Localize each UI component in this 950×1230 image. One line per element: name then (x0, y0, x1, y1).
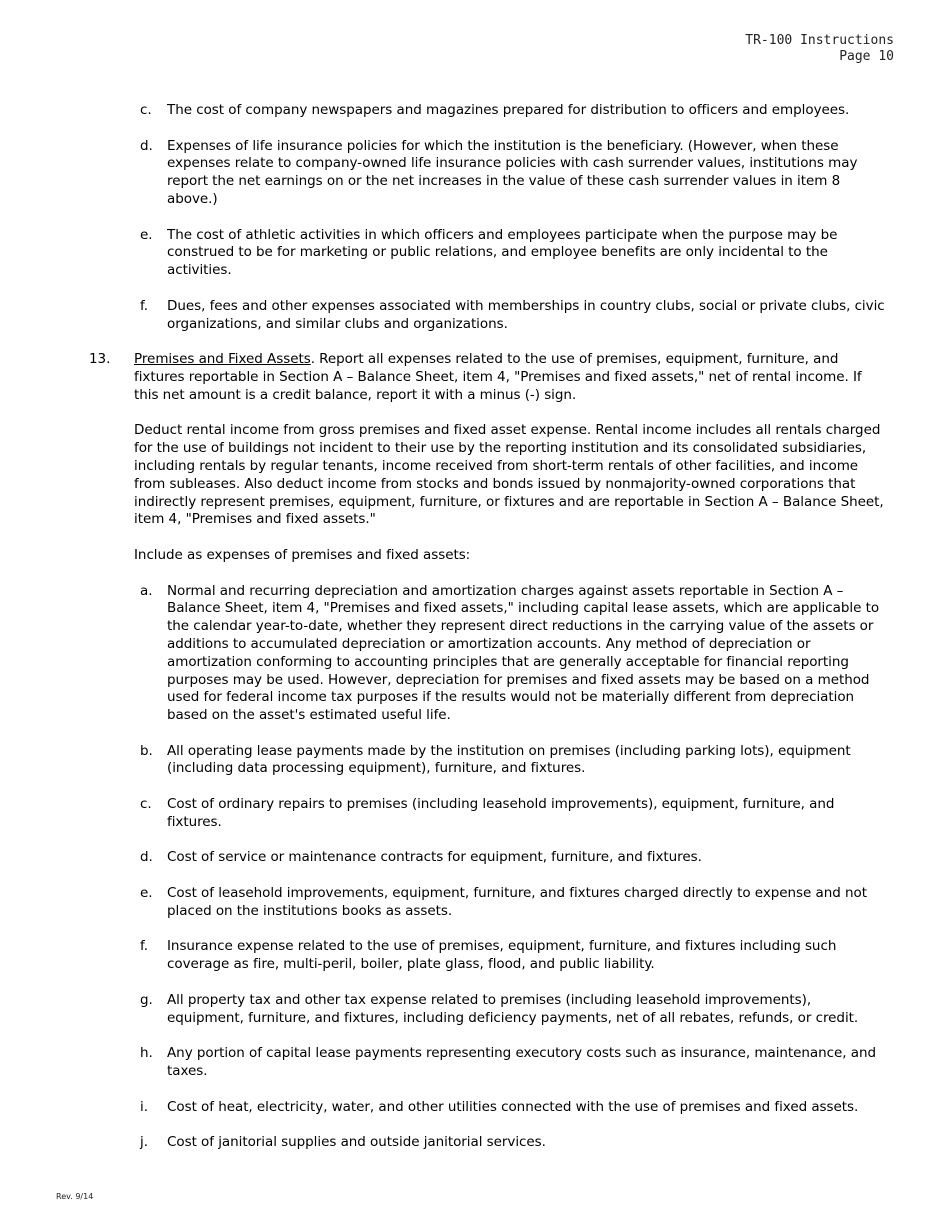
list-item (89, 849, 889, 867)
list-item (89, 885, 889, 921)
paragraph: Include as expenses of premises and fixed assets: (134, 546, 471, 563)
list-marker: d. (140, 849, 153, 866)
list-item (89, 743, 889, 779)
list-item (89, 1045, 889, 1081)
section-number: 13. (89, 351, 111, 368)
list-item (89, 992, 889, 1028)
revision-footer: Rev. 9/14 (56, 1192, 94, 1201)
list-text: All property tax and other tax expense related to premises (including leasehold improvements), equipment, furniture, and fixtures, including deficiency payments, net of all rebates, refunds, or credit. (167, 991, 859, 1026)
list-text: Cost of service or maintenance contracts for equipment, furniture, and fixtures. (167, 849, 702, 866)
paragraph: Deduct rental income from gross premises and fixed asset expense. Rental income includes all rentals charged for the use of buildings not incident to their use by the reporting institution and its consolidated subsidiaries, including rentals by regular tenants, income received from short-term rentals of other facilities, and income from subleases. Also deduct income from stocks and bonds issued by nonmajority-owned corporations that indirectly represent premises, equipment, furniture, or fixtures and are reportable in Section A – Balance Sheet, item 4, "Premises and fixed assets." (134, 422, 884, 528)
list-item (89, 102, 889, 120)
list-item (89, 298, 889, 334)
list-item (89, 138, 889, 209)
list-text: Cost of janitorial supplies and outside janitorial services. (167, 1134, 546, 1151)
list-text: The cost of company newspapers and magazines prepared for distribution to officers and employees. (167, 102, 850, 118)
list-item (89, 796, 889, 832)
list-marker: a. (140, 582, 153, 599)
list-item (89, 227, 889, 280)
list-item (89, 1099, 889, 1117)
list-text: Dues, fees and other expenses associated with memberships in country clubs, social or private clubs, civic organizations, and similar clubs and organizations. (167, 297, 885, 332)
list-text: The cost of athletic activities in which officers and employees participate when the purpose may be construed to be for marketing or public relations, and employee benefits are only incidental to the activities. (167, 226, 838, 279)
list-text: Cost of ordinary repairs to premises (including leasehold improvements), equipment, furniture, and fixtures. (167, 796, 835, 830)
section-heading: Premises and Fixed Assets (134, 351, 311, 368)
list-text: Expenses of life insurance policies for which the institution is the beneficiary. (However, when these expenses relate to company-owned life insurance policies with cash surrender values, institutions may report the net earnings on or the net increases in the value of these cash surrender values in item 8 above.) (167, 137, 858, 207)
page-number: Page 10 (839, 49, 894, 64)
list-text: Cost of heat, electricity, water, and other utilities connected with the use of premises and fixed assets. (167, 1098, 859, 1115)
section-intro: . Report all expenses related to the use of premises, equipment, furniture, and fixtures reportable in Section A – Balance Sheet, item 4, "Premises and fixed assets," net of rental income. If this net amount is a credit balance, report it with a minus (-) sign. (134, 351, 862, 403)
list-marker: d. (140, 137, 153, 154)
list-text: Cost of leasehold improvements, equipment, furniture, and fixtures charged directly to expense and not placed on the institutions books as assets. (167, 885, 867, 919)
list-marker: h. (140, 1045, 153, 1062)
list-text: Insurance expense related to the use of premises, equipment, furniture, and fixtures including such coverage as fire, multi-peril, boiler, plate glass, flood, and public liability. (167, 938, 837, 973)
list-marker: g. (140, 991, 153, 1008)
section-item-13 (89, 351, 889, 404)
document-body (89, 102, 889, 1170)
list-marker: e. (140, 885, 153, 902)
list-text: Any portion of capital lease payments representing executory costs such as insurance, maintenance, and taxes. (167, 1045, 877, 1080)
list-text: All operating lease payments made by the institution on premises (including parking lots), equipment (including data processing equipment), furniture, and fixtures. (167, 742, 851, 777)
list-marker: f. (140, 297, 148, 314)
list-item (89, 583, 889, 725)
list-marker: f. (140, 938, 148, 955)
list-marker: e. (140, 226, 153, 243)
list-marker: c. (140, 102, 152, 118)
document-title: TR-100 Instructions (745, 33, 894, 48)
list-text: Normal and recurring depreciation and amortization charges against assets reportable in Section A – Balance Sheet, item 4, "Premises and fixed assets," including capital lease assets, which are applicable to the calendar year-to-date, whether they represent direct reductions in the carrying value of the assets or additions to accumulated depreciation or amortization accounts. Any method of depreciation or amortization conforming to accounting principles that are generally acceptable for financial reporting purposes may be used. However, depreciation for premises and fixed assets may be based on a method used for federal income tax purposes if the results would not be materially different from depreciation based on the asset's estimated useful life. (167, 582, 880, 724)
list-marker: j. (140, 1134, 148, 1151)
list-marker: b. (140, 742, 153, 759)
list-item (89, 1134, 889, 1152)
list-marker: i. (140, 1098, 148, 1115)
list-marker: c. (140, 796, 152, 813)
list-item (89, 938, 889, 974)
page-header (745, 33, 894, 65)
